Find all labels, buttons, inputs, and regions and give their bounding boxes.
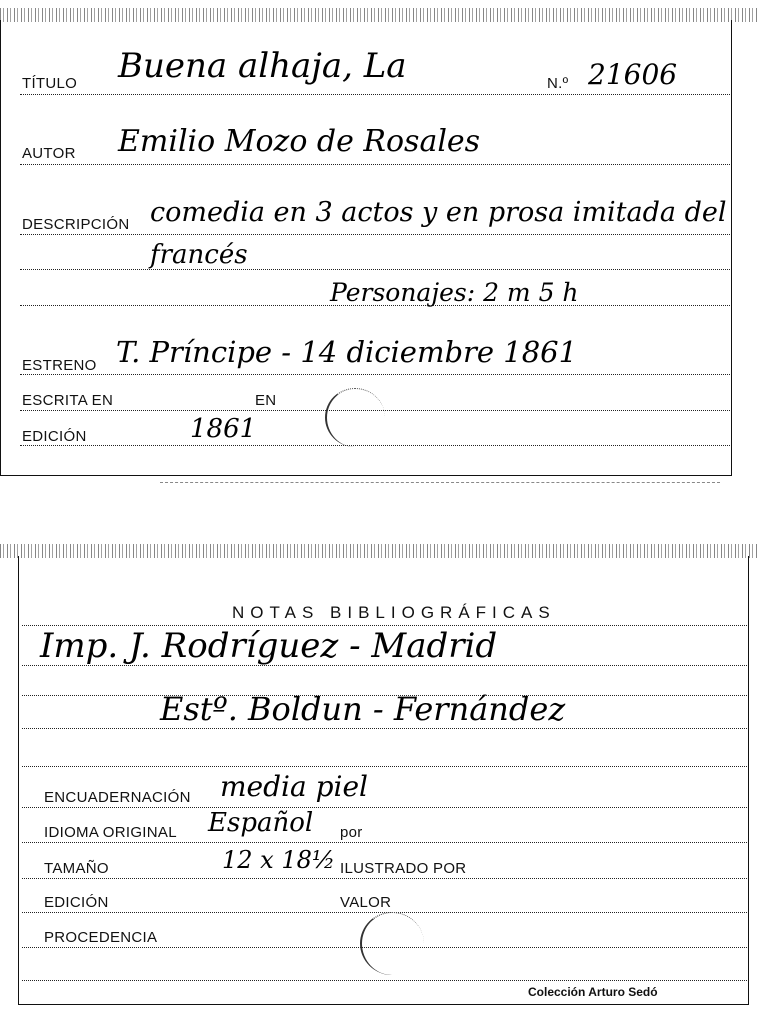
- titulo-rule: [20, 94, 730, 95]
- notas-line2: Estº. Boldun - Fernández: [160, 690, 566, 728]
- numero-value: 21606: [588, 58, 678, 91]
- idioma-rule: [22, 842, 747, 843]
- stamp-mark: [325, 388, 385, 447]
- autor-rule: [20, 164, 730, 165]
- notas-heading: NOTAS BIBLIOGRÁFICAS: [232, 603, 556, 622]
- edicion-rule: [20, 445, 730, 446]
- descripcion-rule-1: [20, 234, 730, 235]
- titulo-value: Buena alhaja, La: [118, 46, 407, 86]
- coleccion-footer: Colección Arturo Sedó: [528, 985, 658, 999]
- descripcion-line2: francés: [150, 240, 248, 270]
- descripcion-label: DESCRIPCIÓN: [22, 216, 130, 233]
- idioma-value: Español: [208, 808, 314, 838]
- ilustrado-por-label: ILUSTRADO POR: [340, 860, 467, 877]
- estreno-label: ESTRENO: [22, 357, 97, 374]
- closing-rule: [22, 980, 747, 981]
- encuadernacion-label: ENCUADERNACIÓN: [44, 789, 191, 806]
- tamano-rule: [22, 878, 747, 879]
- escrita-en-label: ESCRITA EN: [22, 392, 114, 409]
- notas-line1: Imp. J. Rodríguez - Madrid: [40, 626, 498, 666]
- descripcion-rule-3: [20, 305, 730, 306]
- por-label: por: [340, 824, 363, 841]
- card-bottom-edge: [160, 482, 720, 483]
- tamano-value: 12 x 18½: [222, 846, 336, 874]
- valor-label: VALOR: [340, 894, 392, 911]
- descripcion-rule-2: [20, 269, 730, 270]
- top-catalog-card: [0, 0, 759, 495]
- stamp-mark: [360, 912, 424, 975]
- en-label: EN: [255, 392, 277, 409]
- edicion-label: EDICIÓN: [22, 428, 87, 445]
- encuadernacion-value: media piel: [220, 770, 368, 803]
- encuadernacion-rule: [22, 807, 747, 808]
- estreno-value: T. Príncipe - 14 diciembre 1861: [116, 335, 578, 369]
- autor-label: AUTOR: [22, 145, 76, 162]
- procedencia-label: PROCEDENCIA: [44, 929, 158, 946]
- personajes-value: Personajes: 2 m 5 h: [330, 278, 579, 307]
- notas-rule-2: [22, 665, 747, 666]
- idioma-label: IDIOMA ORIGINAL: [44, 824, 177, 841]
- estreno-rule: [20, 374, 730, 375]
- autor-value: Emilio Mozo de Rosales: [118, 124, 481, 159]
- titulo-label: TÍTULO: [22, 75, 78, 92]
- edicion-value: 1861: [190, 414, 257, 444]
- edicion-label: EDICIÓN: [44, 894, 109, 911]
- descripcion-line1: comedia en 3 actos y en prosa imitada del: [150, 197, 727, 228]
- notas-rule-5: [22, 766, 747, 767]
- notas-rule-4: [22, 728, 747, 729]
- numero-label: N.º: [547, 75, 569, 92]
- tamano-label: TAMAÑO: [44, 860, 109, 877]
- bottom-catalog-card: [0, 540, 759, 1028]
